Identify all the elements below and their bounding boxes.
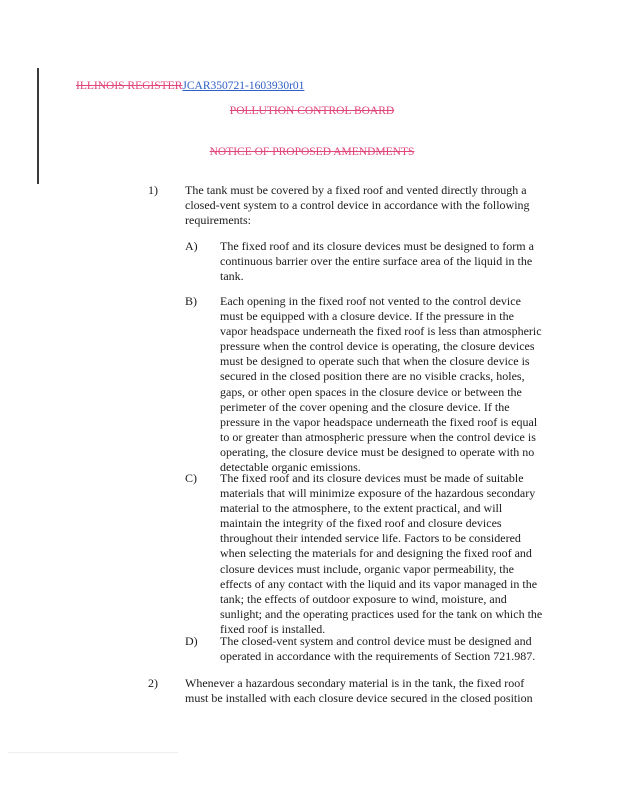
board-title: POLLUTION CONTROL BOARD: [229, 105, 395, 117]
register-title: ILLINOIS REGISTER: [76, 80, 183, 92]
margin-revision-bar: [37, 68, 39, 184]
footer-divider: [8, 752, 178, 753]
item-text: Whenever a hazardous secondary material is in the tank, the fixed roof must be installed with each closure device secured in the closed position: [185, 676, 533, 706]
notice-title: NOTICE OF PROPOSED AMENDMENTS: [209, 146, 415, 158]
item-letter: D): [185, 634, 198, 648]
item-text: The fixed roof and its closure devices must be designed to form a continuous barrier over the entire surface area of the liquid in the tank.: [220, 239, 534, 284]
item-text: The fixed roof and its closure devices must be made of suitable materials that will minimize exposure of the hazardous secondary material to the atmosphere, to the extent practical, and will maintain the integrity of the fixed roof and closure devices throughout their intended service life. Factors to be considered when selecting the materials for and designing the fixed roof and closure devices must include, organic vapor permeability, the effects of any contact with the liquid and its vapor managed in the tank; the effects of outdoor exposure to wind, moisture, and sunlight; and the operating practices used for the tank on which the fixed roof is installed.: [220, 471, 543, 636]
item-letter: C): [185, 471, 197, 485]
register-header: [76, 80, 304, 92]
item-text: Each opening in the fixed roof not vented to the control device must be equipped with a closure device. If the pressure in the vapor headspace underneath the fixed roof is less than atmospheric pressure when the control device is operating, the closure devices must be designed to operate such that when the closure device is secured in the closed position there are no visible cracks, holes, gaps, or other open spaces in the closure device or between the perimeter of the cover opening and the closure device. If the pressure in the vapor headspace underneath the fixed roof is equal to or greater than atmospheric pressure when the control device is operating, the closure device must be designed to operate with no detectable organic emissions.: [220, 294, 542, 475]
item-text: The closed-vent system and control device must be designed and operated in accordance with the requirements of Section 721.987.: [220, 634, 536, 664]
item-number: 2): [148, 676, 158, 690]
item-letter: A): [185, 239, 198, 253]
item-text: The tank must be covered by a fixed roof and vented directly through a closed-vent system to a control device in accordance with the following requirements:: [185, 183, 530, 228]
register-code-link[interactable]: JCAR350721-1603930r01: [182, 80, 305, 92]
item-number: 1): [148, 183, 158, 197]
item-letter: B): [185, 294, 197, 308]
